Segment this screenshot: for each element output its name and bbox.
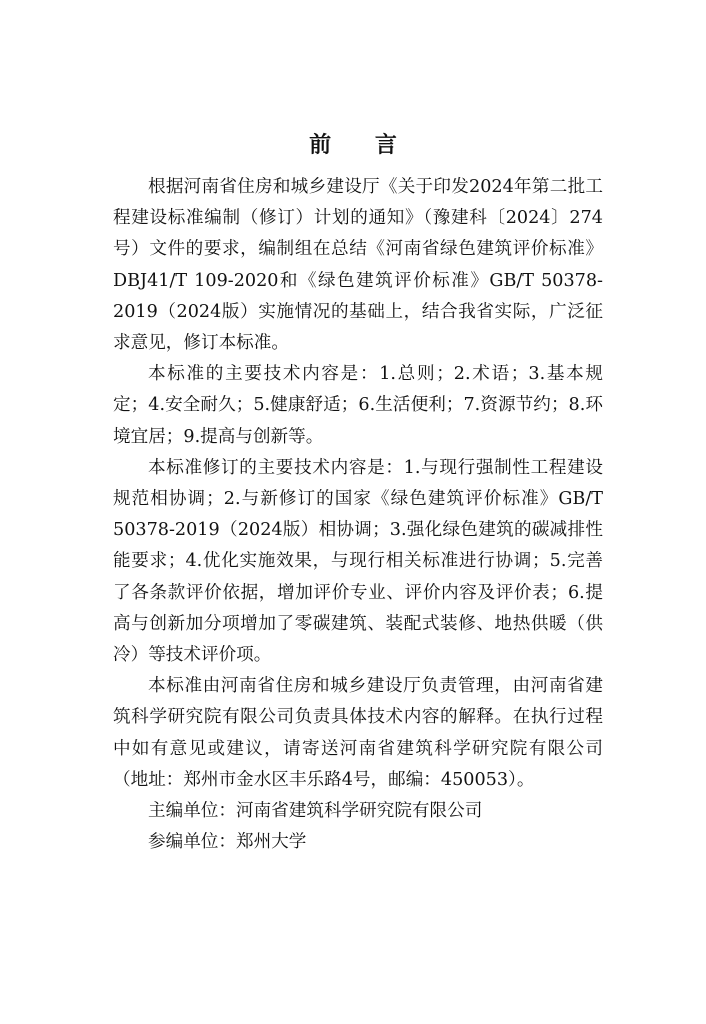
chief-editor-unit: 主编单位：河南省建筑科学研究院有限公司 bbox=[148, 801, 483, 822]
paragraph-revision-contents: 本标准修订的主要技术内容是：1.与现行强制性工程建设规范相协调；2.与新修订的国家《绿色建筑评价标准》GB/T 50378-2019（2024版）相协调；3.强化绿色建筑的碳减排性能要求；4.优化实施效果，与现行相关标准进行协调；5.完善了各条款评价依据，增加评价专业、评价内容及评价表；6.提高与创新加分项增加了零碳建筑、装配式装修、地热供暖（供冷）等技术评价项。 bbox=[113, 457, 603, 666]
page-title: 前 言 bbox=[309, 132, 415, 158]
document-body bbox=[113, 172, 603, 858]
paragraph-management: 本标准由河南省住房和城乡建设厅负责管理，由河南省建筑科学研究院有限公司负责具体技术内容的解释。在执行过程中如有意见或建议，请寄送河南省建筑科学研究院有限公司（地址：郑州市金水区丰乐路4号，邮编：450053）。 bbox=[113, 676, 603, 790]
paragraph-background: 根据河南省住房和城乡建设厅《关于印发2024年第二批工程建设标准编制（修订）计划的通知》（豫建科〔2024〕274号）文件的要求，编制组在总结《河南省绿色建筑评价标准》DBJ41/T 109-2020和《绿色建筑评价标准》GB/T 50378-2019（2024版）实施情况的基础上，结合我省实际，广泛征求意见，修订本标准。 bbox=[113, 177, 603, 354]
participant-unit: 参编单位：郑州大学 bbox=[148, 832, 307, 853]
paragraph-main-contents: 本标准的主要技术内容是：1.总则；2.术语；3.基本规定；4.安全耐久；5.健康舒适；6.生活便利；7.资源节约；8.环境宜居；9.提高与创新等。 bbox=[113, 364, 603, 447]
